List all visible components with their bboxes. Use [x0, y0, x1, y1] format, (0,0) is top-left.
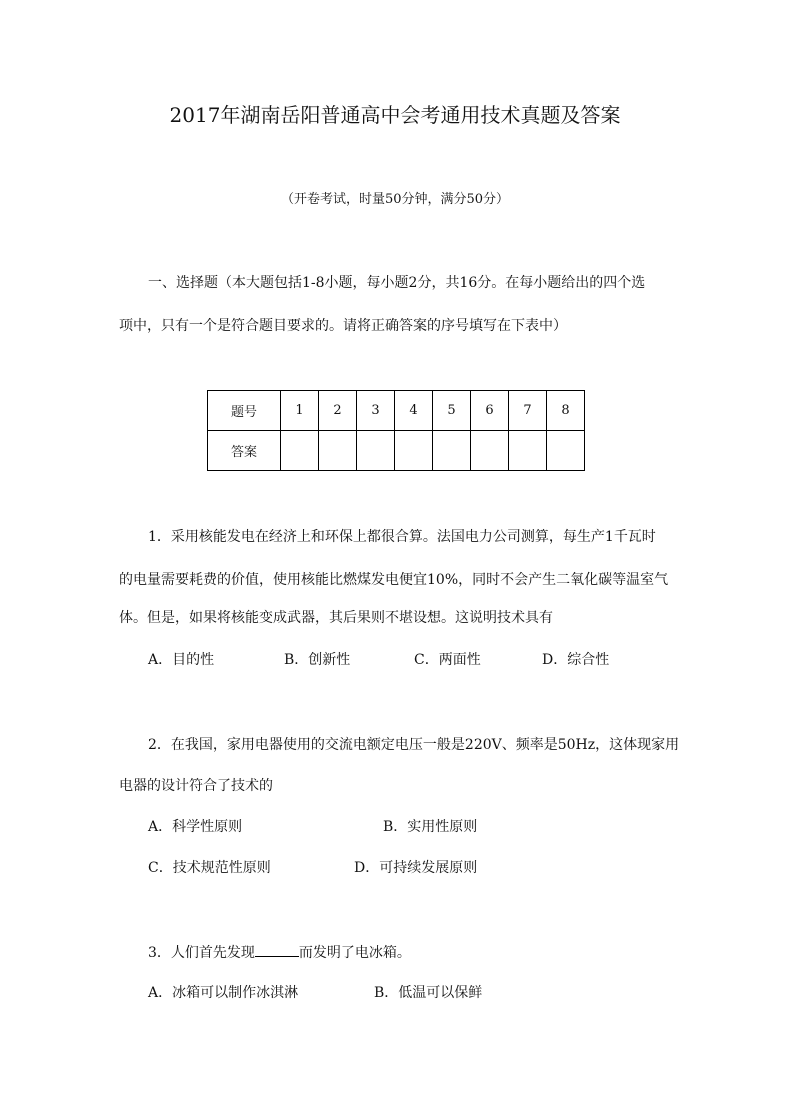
answer-cell[interactable] — [471, 431, 509, 471]
table-cell: 5 — [433, 391, 471, 431]
table-cell: 6 — [471, 391, 509, 431]
q1-line2: 的电量需要耗费的价值，使用核能比燃煤发电便宜10%，同时不会产生二氧化碳等温室气 — [119, 572, 669, 588]
section-instructions-2: 项中，只有一个是符合题目要求的。请将正确答案的序号填写在下表中） — [119, 318, 567, 334]
q1-option-c: C．两面性 — [414, 652, 481, 668]
table-cell: 2 — [319, 391, 357, 431]
answer-cell[interactable] — [547, 431, 585, 471]
answer-cell[interactable] — [395, 431, 433, 471]
answer-cell[interactable] — [319, 431, 357, 471]
q1-option-d: D．综合性 — [542, 652, 610, 668]
answer-cell[interactable] — [357, 431, 395, 471]
q2-option-b: B．实用性原则 — [383, 819, 478, 835]
q2-option-d: D．可持续发展原则 — [354, 860, 478, 876]
answer-table — [207, 390, 585, 471]
table-row — [208, 431, 585, 471]
q3-line1 — [148, 942, 411, 962]
q3-option-b: B．低温可以保鲜 — [374, 985, 483, 1001]
q3-option-a: A．冰箱可以制作冰淇淋 — [148, 985, 299, 1001]
table-row — [208, 391, 585, 431]
q1-option-b: B．创新性 — [284, 652, 351, 668]
section-instructions-1: 一、选择题（本大题包括1-8小题，每小题2分，共16分。在每小题给出的四个选 — [148, 275, 646, 291]
q2-line2: 电器的设计符合了技术的 — [119, 778, 273, 794]
q1-option-a: A．目的性 — [148, 652, 215, 668]
q2-option-a: A．科学性原则 — [148, 819, 243, 835]
table-header-answer: 答案 — [208, 431, 281, 471]
table-cell: 4 — [395, 391, 433, 431]
table-header-number: 题号 — [208, 391, 281, 431]
answer-cell[interactable] — [433, 431, 471, 471]
q2-line1: 2．在我国，家用电器使用的交流电额定电压一般是220V、频率是50Hz，这体现家用 — [148, 737, 680, 753]
table-cell: 1 — [281, 391, 319, 431]
table-cell: 7 — [509, 391, 547, 431]
table-cell: 3 — [357, 391, 395, 431]
blank-line — [255, 942, 299, 957]
answer-cell[interactable] — [281, 431, 319, 471]
q1-line1: 1．采用核能发电在经济上和环保上都很合算。法国电力公司测算，每生产1千瓦时 — [148, 529, 656, 545]
table-cell: 8 — [547, 391, 585, 431]
exam-info: （开卷考试，时量50分钟，满分50分） — [280, 192, 510, 207]
q3-text-post: 而发明了电冰箱。 — [298, 945, 411, 961]
document-title: 2017年湖南岳阳普通高中会考通用技术真题及答案 — [169, 103, 621, 127]
q3-text-pre: 3．人们首先发现 — [148, 945, 255, 961]
answer-cell[interactable] — [509, 431, 547, 471]
q2-option-c: C．技术规范性原则 — [148, 860, 271, 876]
q1-line3: 体。但是，如果将核能变成武器，其后果则不堪设想。这说明技术具有 — [119, 610, 553, 626]
